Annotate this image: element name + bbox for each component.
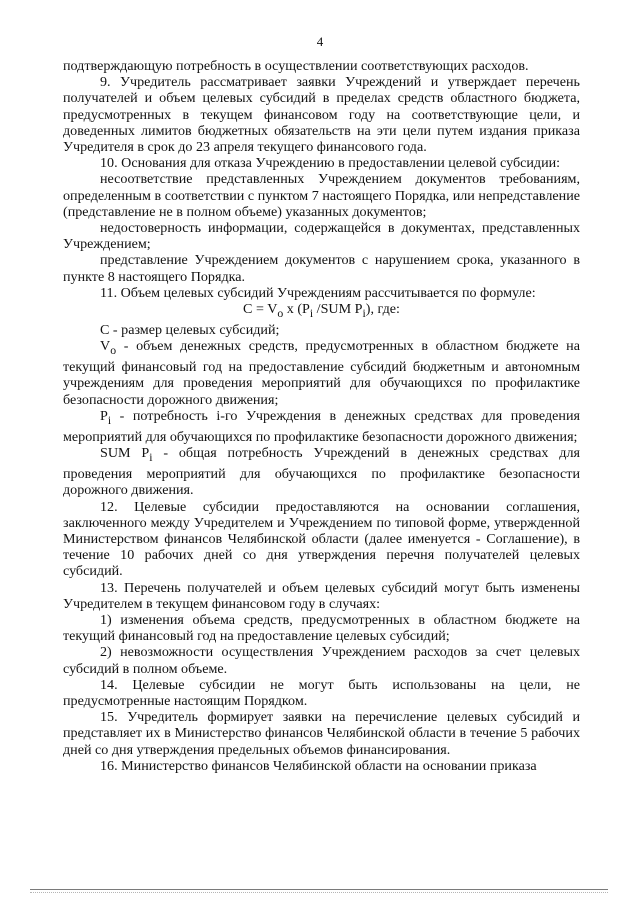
symbol-p: P bbox=[100, 407, 108, 424]
paragraph-10: 10. Основания для отказа Учреждению в предоставлении целевой субсидии: bbox=[100, 155, 561, 172]
paragraph-10-reason-2: недостоверность информации, содержащейся в документах, представленных Учреждением; bbox=[63, 220, 580, 253]
paragraph-13: 13. Перечень получателей и объем целевых субсидий могут быть изменены Учредителем в текущем финансовом году в случаях: bbox=[63, 579, 580, 612]
paragraph-10-reason-1: несоответствие представленных Учреждением документов требованиям, определенным в соответствии с пунктом 7 настоящего Порядка, или непредставление (представление не в полном объеме) указанных документов; bbox=[63, 171, 580, 220]
paragraph-11: 11. Объем целевых субсидий Учреждениям рассчитывается по формуле: bbox=[100, 284, 536, 301]
formula-lhs: C = V bbox=[243, 301, 278, 318]
formula bbox=[63, 301, 580, 322]
formula-sum-subscript: i bbox=[362, 306, 366, 320]
page-number: 4 bbox=[316, 34, 324, 49]
paragraph-16: 16. Министерство финансов Челябинской области на основании приказа bbox=[100, 757, 537, 774]
paragraph-12: 12. Целевые субсидии предоставляются на основании соглашения, заключенного между Учредителем и Учреждением по типовой форме, утвержденной Министерством финансов Челябинской области (далее именуется - Соглашение), в течение 10 рабочих дней со дня утверждения перечня получателей целевых субсидий. bbox=[63, 498, 580, 580]
paragraph-9: 9. Учредитель рассматривает заявки Учреждений и утверждает перечень получателей и объем целевых субсидий в пределах средств областного бюджета, предусмотренных в текущем финансовом году на соответствующие цели, и доведенных лимитов бюджетных обязательств на эти цели путем издания приказа Учредителя в срок до 23 апреля текущего финансового года. bbox=[63, 74, 580, 156]
formula-tail: ), где: bbox=[365, 301, 400, 318]
definition-v-text: - объем денежных средств, предусмотренных в областном бюджете на текущий финансовый год на предоставление субсидий бюджетным и автономным учреждениям для проведения мероприятий для обучающихся по профилактике безопасности дорожного движения; bbox=[63, 338, 580, 408]
formula-mid: x (P bbox=[283, 301, 310, 318]
definition-v bbox=[63, 338, 580, 408]
definition-p-text: - потребность i-го Учреждения в денежных средствах для проведения мероприятий для обучающихся по профилактике безопасности дорожного движения; bbox=[63, 407, 580, 445]
document-body bbox=[63, 58, 580, 774]
paragraph-14: 14. Целевые субсидии не могут быть использованы на цели, не предусмотренные настоящим Порядком. bbox=[63, 676, 580, 709]
definition-p bbox=[63, 408, 580, 445]
formula-v-subscript: o bbox=[277, 306, 284, 320]
paragraph-10-reason-3: представление Учреждением документов с нарушением срока, указанного в пункте 8 настоящего Порядка. bbox=[63, 252, 580, 285]
formula-p-subscript: i bbox=[309, 306, 314, 320]
symbol-p-subscript: i bbox=[107, 413, 112, 427]
paragraph-13-case-2: 2) невозможности осуществления Учреждением расходов за счет целевых субсидий в полном объеме. bbox=[63, 644, 580, 677]
definition-sum-text: - общая потребность Учреждений в денежных средствах для проведения мероприятий для обучающихся по профилактике безопасности дорожного движения. bbox=[63, 445, 580, 499]
bottom-rule bbox=[30, 889, 608, 890]
definition-c: C - размер целевых субсидий; bbox=[100, 322, 280, 339]
definition-sum bbox=[63, 445, 580, 498]
formula-sum: /SUM P bbox=[313, 301, 363, 318]
paragraph-15: 15. Учредитель формирует заявки на перечисление целевых субсидий и представляет их в Министерство финансов Челябинской области в течение 5 рабочих дней со дня утверждения предельных объемов финансирования. bbox=[63, 709, 580, 758]
symbol-v-subscript: o bbox=[110, 344, 117, 358]
symbol-sum-subscript: i bbox=[149, 450, 153, 464]
bottom-dotted-rule bbox=[30, 892, 608, 894]
symbol-v: V bbox=[100, 338, 111, 355]
paragraph-continuation: подтверждающую потребность в осуществлении соответствующих расходов. bbox=[63, 58, 529, 74]
symbol-sum: SUM P bbox=[100, 445, 150, 462]
paragraph-13-case-1: 1) изменения объема средств, предусмотренных в областном бюджете на текущий финансовый год на предоставление целевых субсидий; bbox=[63, 611, 580, 645]
